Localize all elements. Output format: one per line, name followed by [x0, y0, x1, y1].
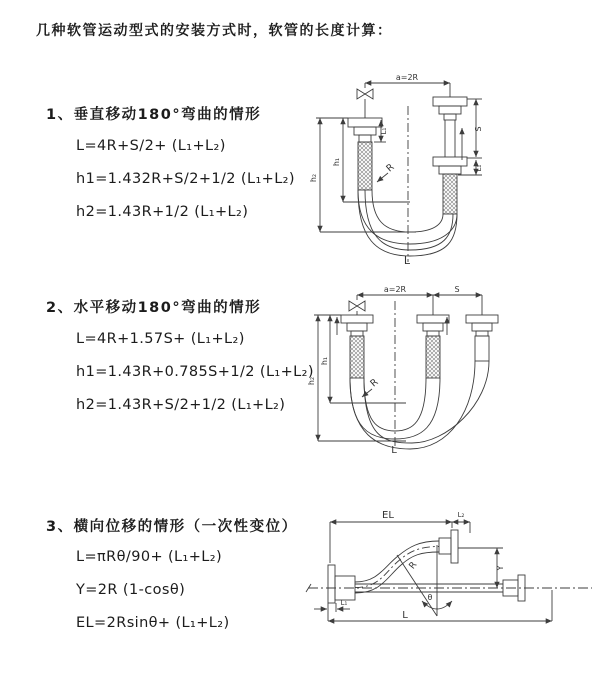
upper-flange-displaced	[439, 530, 458, 563]
valve-symbol	[357, 89, 373, 118]
dim-label-h2: h₂	[309, 173, 318, 183]
length-label: L	[402, 610, 408, 621]
section-1-formulas	[76, 130, 295, 229]
radius-angle-construction	[397, 545, 452, 616]
hose-curves	[350, 361, 489, 449]
section-3-heading: 3、横向位移的情形（一次性变位）	[46, 519, 298, 535]
length-label: L	[403, 254, 411, 267]
dim-label-y: Y	[496, 565, 505, 571]
dim-label-h1: h₁	[332, 157, 341, 167]
dimension-lines	[314, 295, 482, 441]
right-pipe-flange	[433, 97, 467, 214]
formula-line: L=4R+1.57S+ (L₁+L₂)	[76, 331, 245, 347]
centerline	[306, 584, 592, 592]
diagram-vertical-180-bend	[306, 72, 568, 267]
page-title: 几种软管运动型式的安装方式时，软管的长度计算：	[36, 23, 393, 39]
left-pipe-flange	[337, 315, 373, 378]
formula-line: h1=1.432R+S/2+1/2 (L₁+L₂)	[76, 171, 295, 187]
middle-pipe-flange	[417, 315, 449, 378]
formula-line: Y=2R (1-cosθ)	[76, 582, 186, 598]
dim-label-h1: h₁	[320, 356, 329, 366]
section-3-formulas	[76, 541, 230, 640]
formula-line: h2=1.43R+S/2+1/2 (L₁+L₂)	[76, 397, 286, 413]
dimension-lines	[314, 522, 552, 621]
angle-label: θ	[427, 593, 433, 602]
dim-label-l2: L₂	[457, 511, 465, 519]
left-pipe-flange	[348, 118, 382, 190]
hose-curves	[358, 173, 457, 256]
section-1-heading: 1、垂直移动180°弯曲的情形	[46, 107, 262, 123]
dim-label-a2r: a=2R	[395, 73, 419, 82]
hose-s-curve	[355, 541, 439, 593]
diagram-lateral-displacement	[300, 505, 600, 647]
formula-line: EL=2Rsinθ+ (L₁+L₂)	[76, 615, 230, 631]
length-label: L	[391, 445, 397, 455]
formula-line: h1=1.43R+0.785S+1/2 (L₁+L₂)	[76, 364, 314, 380]
dim-label-s: S	[474, 126, 483, 132]
section-2-formulas	[76, 323, 314, 422]
formula-line: L=4R+S/2+ (L₁+L₂)	[76, 138, 226, 154]
left-flange	[328, 565, 355, 603]
radius-label: R	[368, 376, 381, 390]
dim-label-l1-left: L₁	[380, 127, 388, 135]
radius-label: R	[384, 161, 397, 175]
right-pipe-flange-shifted	[466, 315, 498, 361]
formula-line: h2=1.43R+1/2 (L₁+L₂)	[76, 204, 249, 220]
dim-label-l1: L₁	[475, 164, 483, 172]
dim-label-s: S	[454, 285, 460, 294]
dim-label-a2r: a=2R	[383, 285, 407, 294]
diagram-horizontal-180-bend	[306, 283, 600, 455]
dim-label-l1: L₁	[340, 599, 348, 607]
formula-line: L=πRθ/90+ (L₁+L₂)	[76, 549, 223, 565]
radius-label: R	[407, 560, 420, 572]
section-2-heading: 2、水平移动180°弯曲的情形	[46, 300, 262, 316]
dim-label-el: EL	[382, 510, 394, 521]
valve-symbol	[349, 301, 365, 315]
dim-label-h2: h₂	[307, 376, 316, 386]
